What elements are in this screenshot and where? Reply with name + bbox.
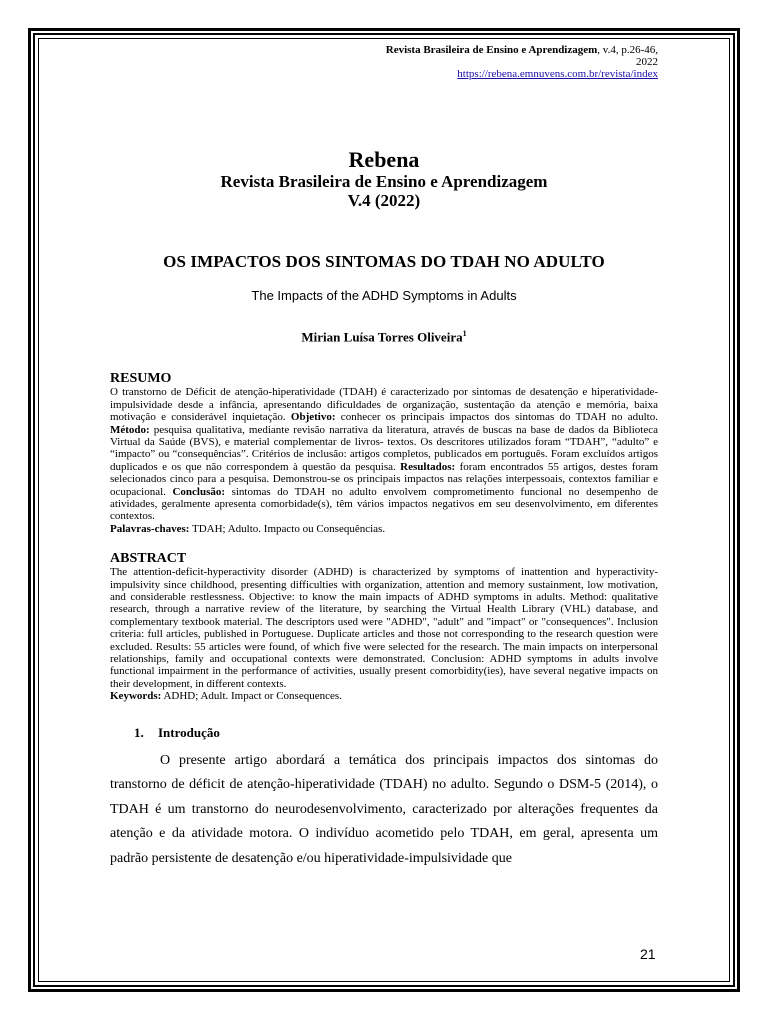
author-name-text: Mirian Luísa Torres Oliveira	[301, 329, 463, 345]
journal-volume: V.4 (2022)	[347, 191, 421, 210]
abstract-body: The attention-deficit-hyperactivity disorder (ADHD) is characterized by symptoms of inattention and hyperactivity-impulsivity since childhood, presenting difficulties with organization, attention and memory sustainment, low motivation, and considerable restlessness. Objective: to know the main impacts of ADHD symptoms in adults. Method: qualitative research, through a narrative review of the literature, by searching the Virtual Health Library (VHL) database, and complementary textbook material. The descriptors used were "ADHD", "adult" and "impact" or "consequences". Inclusion criteria: full articles, published in Portuguese. Duplicate articles and those not corresponding to the research question were excluded. Results: 55 articles were found, of which five were selected for the research. The main impacts on interpersonal relationships, family and occupational contexts were demonstrated. Conclusion: ADHD symptoms in adults involve functional impairment in the performance of activities, usually present comorbidity(ies), have several negative impacts on their development, in different contexts.	[110, 566, 658, 690]
article-title: OS IMPACTOS DOS SINTOMAS DO TDAH NO ADULTO	[163, 252, 605, 271]
masthead	[110, 148, 658, 210]
author-footnote-marker: 1	[462, 329, 467, 338]
intro-heading-text: Introdução	[158, 724, 220, 740]
resumo-intro: O transtorno de Déficit de atenção-hiperatividade (TDAH) é caracterizado por sintomas de desatenção e hiperatividade-impulsividade desde a infância, apresentando dificuldades de organização, sustentação da atenção e memória, baixa motivação e considerável inquietação.	[110, 386, 658, 424]
resumo-objetivo: conhecer os principais impactos dos sintomas do TDAH no adulto.	[335, 411, 658, 424]
resumo-body	[110, 386, 658, 522]
intro-section-number: 1.	[134, 724, 144, 740]
resumo-objetivo-label: Objetivo:	[290, 411, 336, 424]
header-year: 2022	[636, 56, 658, 68]
running-header	[110, 44, 658, 80]
resumo-keywords	[110, 523, 658, 535]
header-issue: , v.4, p.26-46,	[597, 44, 658, 56]
page-content	[110, 44, 658, 871]
resumo-conclusao-label: Conclusão:	[172, 485, 226, 498]
resumo-keywords-text: TDAH; Adulto. Impacto ou Consequências.	[189, 522, 386, 535]
page-number: 21	[640, 946, 656, 962]
abstract-keywords	[110, 690, 658, 702]
journal-full-name: Revista Brasileira de Ensino e Aprendizagem	[220, 172, 548, 191]
abstract-keywords-label: Keywords:	[110, 690, 162, 703]
article-subtitle: The Impacts of the ADHD Symptoms in Adults	[251, 288, 517, 303]
journal-url-link[interactable]: https://rebena.emnuvens.com.br/revista/index	[457, 68, 658, 80]
header-journal: Revista Brasileira de Ensino e Aprendizagem	[385, 44, 598, 56]
resumo-keywords-label: Palavras-chaves:	[110, 522, 190, 535]
resumo-metodo-label: Método:	[110, 423, 150, 436]
resumo-resultados-label: Resultados:	[400, 460, 456, 473]
intro-paragraph: O presente artigo abordará a temática dos principais impactos dos sintomas do transtorno de déficit de atenção-hiperatividade (TDAH) no adulto. Segundo o DSM-5 (2014), o TDAH é um transtorno do neurodesenvolvimento, caracterizado por alterações frequentes da atenção e da atividade motora. O indivíduo acometido pelo TDAH, em geral, apresenta um padrão persistente de desatenção e/ou hiperatividade-impulsividade que	[110, 752, 658, 866]
journal-short-name: Rebena	[348, 147, 420, 172]
resumo-metodo: pesquisa qualitativa, mediante revisão narrativa da literatura, através de buscas na base de dados da Biblioteca Virtual da Saúde (BVS), e material complementar de livros- textos. Os descritores utilizados foram “TDAH”, “adulto” e “impacto” ou “consequências”. Critérios de inclusão: artigos completos, publicados em português. Foram excluídos artigos duplicados e os que não correspondem à questão da pesquisa.	[110, 423, 658, 473]
abstract-keywords-text: ADHD; Adult. Impact or Consequences.	[161, 690, 342, 703]
abstract-heading: ABSTRACT	[110, 551, 187, 567]
intro-heading	[134, 725, 658, 741]
resumo-conclusao: sintomas do TDAH no adulto envolvem comprometimento funcional no desempenho de atividades, geralmente apresenta comorbidade(s), têm vários impactos negativos em seu desenvolvimento, em diferentes contextos.	[110, 485, 658, 523]
author-name	[110, 329, 658, 345]
resumo-heading: RESUMO	[110, 371, 172, 387]
resumo-resultados: foram encontrados 55 artigos, destes foram selecionados cinco para a pesquisa. Demonstrou-se os principais impactos nas relações interpessoais, contextos familiar e ocupacional.	[110, 460, 658, 498]
